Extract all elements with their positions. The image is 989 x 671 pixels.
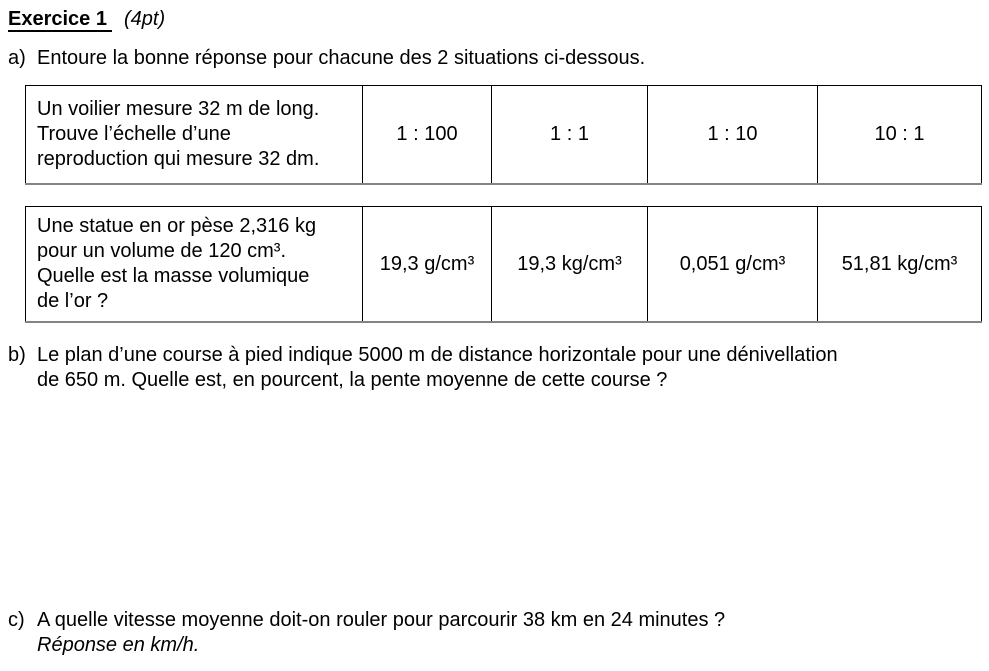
- problem-statement-density: [26, 207, 363, 323]
- question-c: [8, 608, 981, 658]
- statement-line: pour un volume de 120 cm³.: [37, 240, 287, 262]
- exercise-title: Exercice 1: [8, 8, 112, 32]
- exercise-header: [8, 7, 165, 32]
- table-row: [26, 207, 982, 323]
- problem-statement-scale: [26, 86, 363, 185]
- answer-option-density-2[interactable]: 19,3 kg/cm³: [492, 207, 648, 323]
- answer-table-density: [25, 206, 982, 323]
- question-b-text-line-2: de 650 m. Quelle est, en pourcent, la pente moyenne de cette course ?: [37, 369, 668, 391]
- answer-option-scale-1[interactable]: 1 : 100: [363, 86, 492, 185]
- answer-option-density-4[interactable]: 51,81 kg/cm³: [818, 207, 982, 323]
- answer-table-scale: [25, 85, 982, 185]
- statement-line: Une statue en or pèse 2,316 kg: [37, 215, 317, 237]
- question-a: [8, 46, 981, 71]
- answer-option-density-1[interactable]: 19,3 g/cm³: [363, 207, 492, 323]
- statement-line: Quelle est la masse volumique: [37, 265, 310, 287]
- question-b-text-line-1: Le plan d’une course à pied indique 5000 m de distance horizontale pour une dénivellation: [37, 344, 838, 366]
- answer-option-density-3[interactable]: 0,051 g/cm³: [648, 207, 818, 323]
- exercise-points: (4pt): [123, 8, 166, 30]
- answer-option-scale-2[interactable]: 1 : 1: [492, 86, 648, 185]
- statement-line: de l’or ?: [37, 290, 109, 312]
- question-c-label: c): [8, 609, 25, 631]
- question-a-text: Entoure la bonne réponse pour chacune des 2 situations ci-dessous.: [37, 47, 646, 69]
- answer-option-scale-3[interactable]: 1 : 10: [648, 86, 818, 185]
- statement-line: Un voilier mesure 32 m de long.: [37, 98, 320, 120]
- table-row: [26, 86, 982, 185]
- question-c-text: A quelle vitesse moyenne doit-on rouler pour parcourir 38 km en 24 minutes ?: [37, 609, 726, 631]
- answer-option-scale-4[interactable]: 10 : 1: [818, 86, 982, 185]
- statement-line: reproduction qui mesure 32 dm.: [37, 148, 320, 170]
- question-a-label: a): [8, 47, 26, 69]
- question-c-note: Réponse en km/h.: [37, 634, 200, 656]
- question-b: [8, 343, 981, 393]
- question-b-label: b): [8, 344, 26, 366]
- statement-line: Trouve l’échelle d’une: [37, 123, 231, 145]
